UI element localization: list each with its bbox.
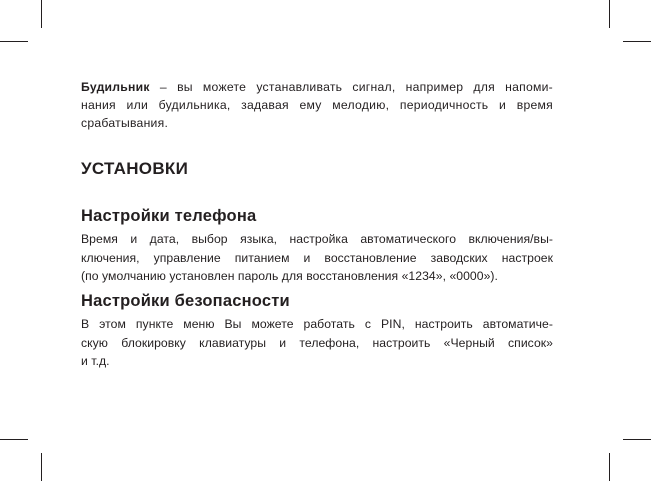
phone-settings-line-3: (по умолчанию установлен пароль для восстановления «1234», «0000»).: [81, 269, 498, 283]
phone-settings-line-2: ключения, управление питанием и восстановление заводских настроек: [81, 250, 553, 265]
alarm-term: Будильник: [81, 80, 150, 94]
intro-line-1: [81, 78, 553, 96]
intro-paragraph: [81, 78, 553, 132]
intro-line-1-text: вы можете устанавливать сигнал, например для напоми-: [177, 80, 553, 94]
intro-line-3: срабатывания.: [81, 116, 169, 130]
intro-dash: –: [149, 80, 178, 94]
crop-mark-top-right-v: [609, 0, 610, 28]
phone-settings-heading: Настройки телефона: [81, 207, 257, 225]
security-settings-block: [81, 291, 553, 371]
section-title: УСТАНОВКИ: [81, 159, 189, 178]
phone-settings-block: [81, 206, 553, 286]
security-settings-line-1: В этом пункте меню Вы можете работать с PIN, настроить автоматиче-: [81, 317, 553, 331]
security-settings-heading: Настройки безопасности: [81, 292, 290, 310]
phone-settings-line-1: Время и дата, выбор языка, настройка автоматического включения/вы-: [81, 232, 553, 246]
intro-line-2: нания или будильника, задавая ему мелодию, периодичность и время: [81, 98, 553, 112]
crop-mark-top-left-h: [0, 41, 28, 42]
security-settings-line-2: скую блокировку клавиатуры и телефона, настроить «Черный список»: [81, 335, 553, 350]
crop-mark-bottom-left-v: [41, 453, 42, 481]
crop-mark-bottom-left-h: [0, 439, 28, 440]
crop-mark-bottom-right-h: [623, 439, 651, 440]
crop-mark-top-left-v: [41, 0, 42, 28]
crop-mark-bottom-right-v: [609, 453, 610, 481]
crop-mark-top-right-h: [623, 41, 651, 42]
security-settings-line-3: и т.д.: [81, 354, 110, 368]
